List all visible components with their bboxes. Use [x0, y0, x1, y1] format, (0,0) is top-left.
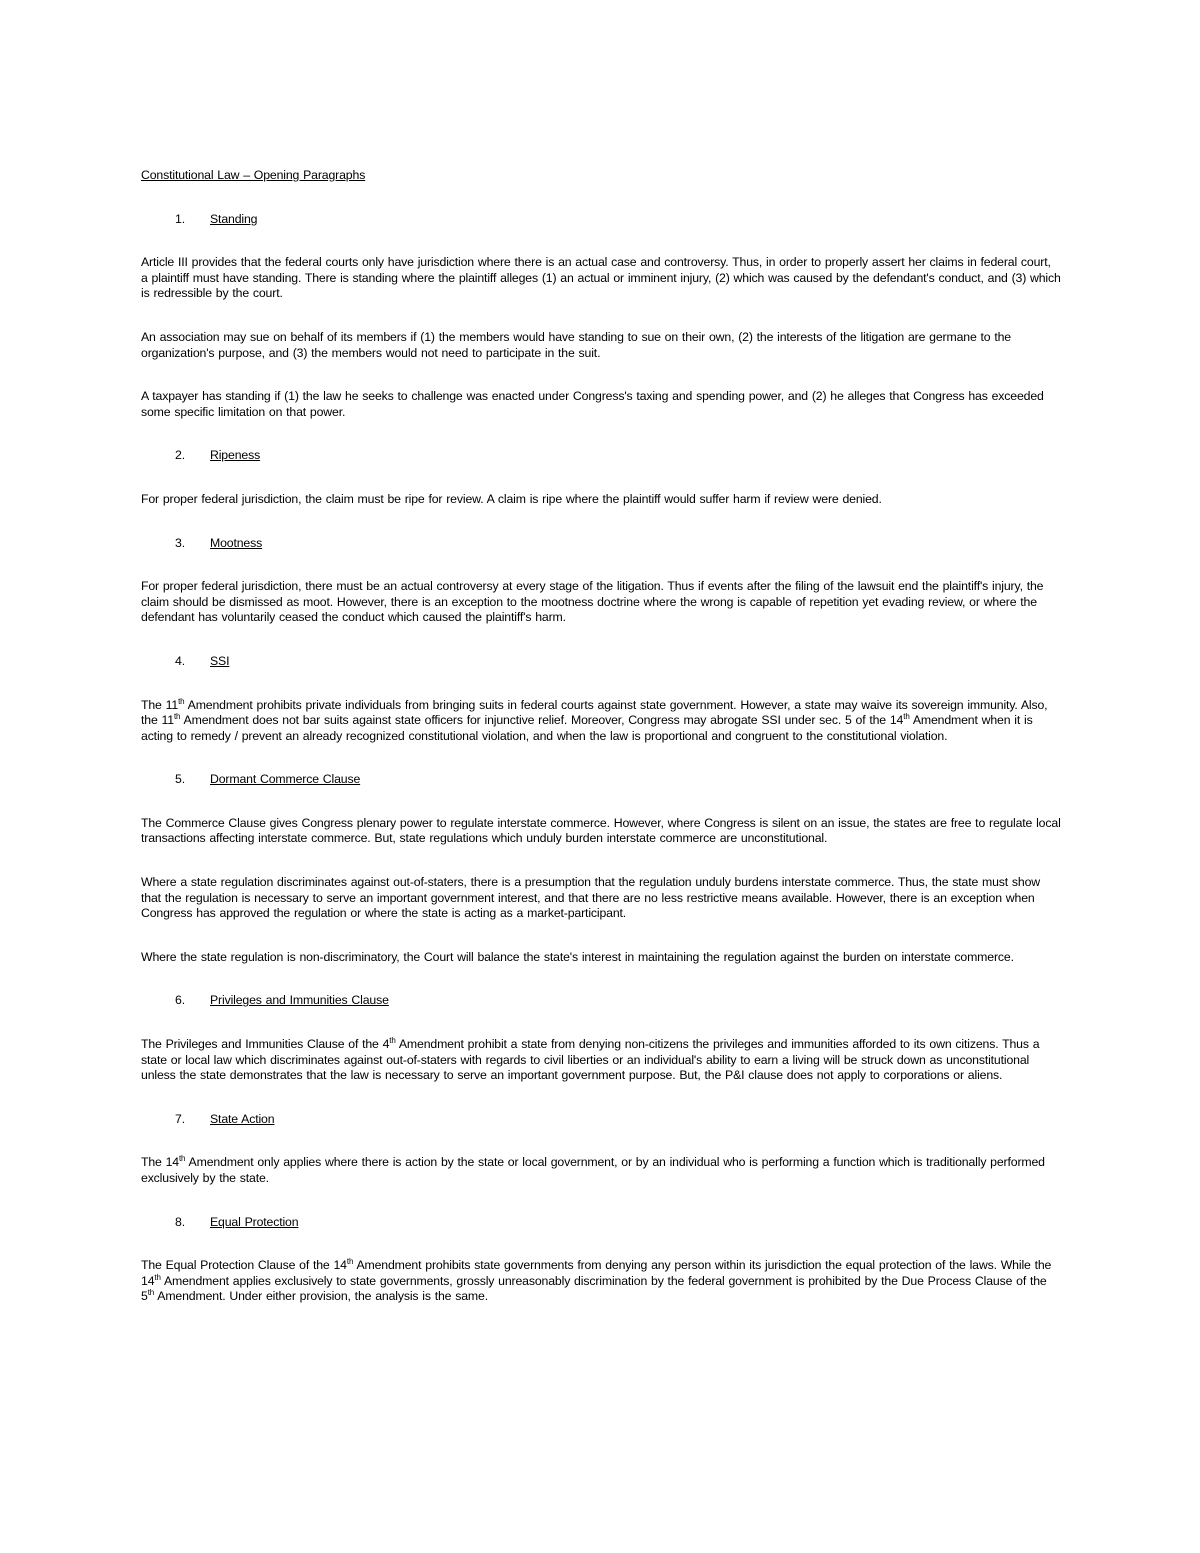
paragraph	[141, 1155, 1061, 1186]
paragraph: For proper federal jurisdiction, there must be an actual controversy at every stage of the litigation. Thus if events after the filing of the lawsuit end the plaintiff's injury, the claim should be dismissed as moot. However, there is an exception to the mootness doctrine where the wrong is capable of repetition yet evading review, or where the defendant has voluntarily ceased the conduct which caused the plaintiff's harm.	[141, 579, 1044, 625]
section-number: 8.	[175, 1214, 185, 1229]
section-title: State Action	[210, 1111, 275, 1126]
superscript: th	[903, 712, 910, 722]
section-number: 6.	[175, 993, 185, 1008]
section-heading-ssi	[141, 654, 1061, 670]
superscript: th	[147, 1288, 155, 1298]
text-run: Amendment when it is acting to remedy / prevent an already recognized constitutional violation, and when the law is proportional and congruent to the constitutional violation.	[141, 713, 1033, 743]
paragraph: Where a state regulation discriminates against out-of-staters, there is a presumption that the regulation unduly burdens interstate commerce. Thus, the state must show that the regulation is necessary to serve an important government interest, and that there are no less restrictive means available. However, there is an exception when Congress has approved the regulation or where the state is acting as a market-participant.	[141, 875, 1041, 921]
section-number: 5.	[175, 772, 185, 787]
superscript: th	[173, 712, 181, 722]
section-number: 2.	[175, 448, 185, 463]
section-number: 1.	[175, 211, 185, 226]
section-title: SSI	[210, 653, 230, 668]
section-heading-standing	[141, 212, 1061, 228]
section-heading-equal-protection	[141, 1215, 1061, 1231]
paragraph	[141, 698, 1061, 745]
text-run: Amendment prohibits state governments from denying any person within its jurisdiction the equal protection of the laws. While the 14	[141, 1258, 1052, 1288]
text-run: Amendment prohibit a state from denying non-citizens the privileges and immunities afforded to its own citizens. Thus a state or local law which discriminates against out-of-staters with regards to civil liberties or an individual's ability to earn a living will be struck down as unconstitutional unless the state demonstrates that the law is necessary to serve an important government purpose. But, the P&I clause does not apply to corporations or aliens.	[141, 1037, 1040, 1083]
document-body	[141, 168, 1061, 1333]
text-run: The Privileges and Immunities Clause of the 4	[141, 1037, 390, 1052]
section-heading-dormant-commerce	[141, 772, 1061, 788]
section-number: 4.	[175, 653, 185, 668]
paragraph: An association may sue on behalf of its members if (1) the members would have standing to sue on their own, (2) the interests of the litigation are germane to the organization's purpose, and (3) the members would not need to participate in the suit.	[141, 329, 1011, 360]
text-run: Amendment does not bar suits against state officers for injunctive relief. Moreover, Congress may abrogate SSI under sec. 5 of the 14	[180, 713, 904, 728]
superscript: th	[154, 1272, 161, 1282]
paragraph	[141, 1258, 1061, 1305]
paragraph: Where the state regulation is non-discriminatory, the Court will balance the state's interest in maintaining the regulation against the burden on interstate commerce.	[141, 949, 1014, 964]
document-title: Constitutional Law – Opening Paragraphs	[141, 168, 366, 182]
superscript: th	[346, 1257, 354, 1267]
text-run: Amendment prohibits private individuals from bringing suits in federal courts against state government. However, a state may waive its sovereign immunity. Also, the 11	[141, 697, 1048, 728]
superscript: th	[389, 1036, 396, 1046]
section-title: Mootness	[210, 535, 263, 550]
section-title: Dormant Commerce Clause	[210, 772, 361, 787]
section-number: 7.	[175, 1111, 185, 1126]
section-title: Privileges and Immunities Clause	[210, 993, 389, 1008]
section-title: Standing	[210, 211, 258, 226]
text-run: The 14	[141, 1155, 179, 1170]
section-heading-mootness	[141, 536, 1061, 552]
paragraph: The Commerce Clause gives Congress plenary power to regulate interstate commerce. However, where Congress is silent on an issue, the states are free to regulate local transactions affecting interstate commerce. But, state regulations which unduly burden interstate commerce are unconstitutional.	[141, 815, 1061, 846]
superscript: th	[178, 696, 185, 706]
paragraph: Article III provides that the federal courts only have jurisdiction where there is an actual case and controversy. Thus, in order to properly assert her claims in federal court, a plaintiff must have standing. There is standing where the plaintiff alleges (1) an actual or imminent injury, (2) which was caused by the defendant's conduct, and (3) which is redressible by the court.	[141, 255, 1061, 301]
paragraph: For proper federal jurisdiction, the claim must be ripe for review. A claim is ripe where the plaintiff would suffer harm if review were denied.	[141, 491, 882, 506]
paragraph: A taxpayer has standing if (1) the law he seeks to challenge was enacted under Congress's taxing and spending power, and (2) he alleges that Congress has exceeded some specific limitation on that power.	[141, 389, 1044, 419]
text-run: Amendment applies exclusively to state governments, grossly unreasonably discrimination by the federal government is prohibited by the Due Process Clause of the 5	[141, 1273, 1047, 1304]
superscript: th	[178, 1154, 186, 1164]
paragraph	[141, 1037, 1061, 1084]
text-run: Amendment. Under either provision, the analysis is the same.	[154, 1289, 488, 1304]
section-heading-privileges-immunities	[141, 993, 1061, 1009]
text-run: Amendment only applies where there is action by the state or local government, or by an individual who is performing a function which is traditionally performed exclusively by the state.	[141, 1155, 1045, 1185]
section-title: Ripeness	[210, 448, 261, 463]
section-heading-state-action	[141, 1112, 1061, 1128]
section-number: 3.	[175, 535, 185, 550]
text-run: The Equal Protection Clause of the 14	[141, 1258, 347, 1273]
section-heading-ripeness	[141, 448, 1061, 464]
section-title: Equal Protection	[210, 1214, 299, 1229]
text-run: The 11	[141, 697, 179, 712]
